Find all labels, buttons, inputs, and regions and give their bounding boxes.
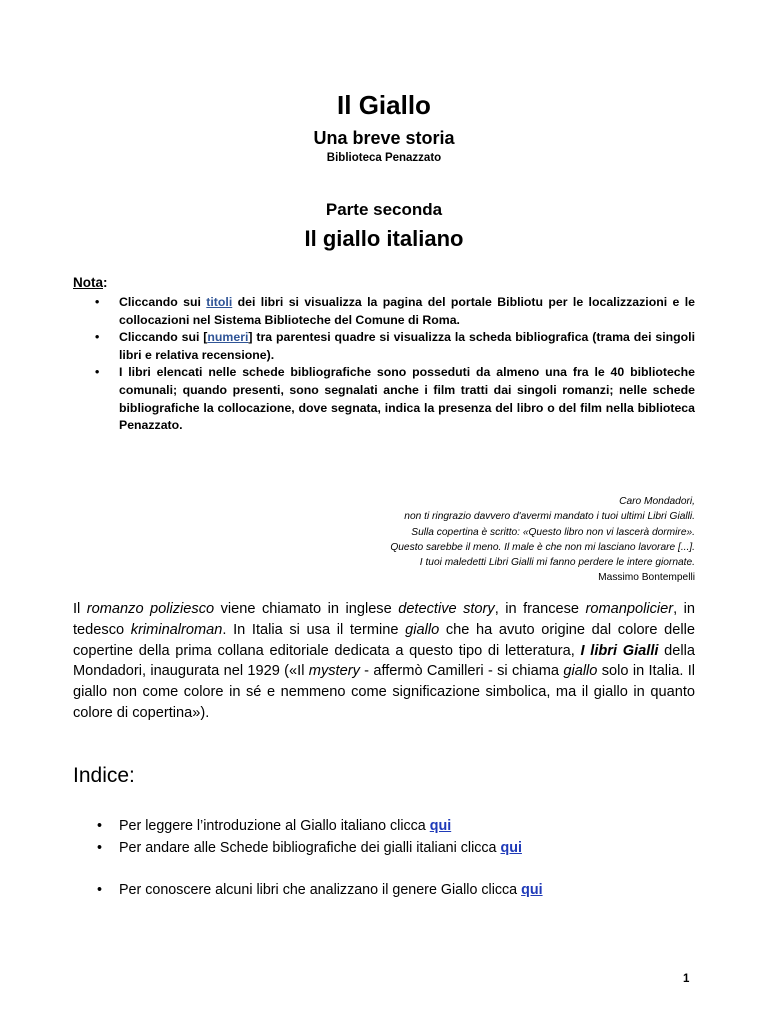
schede-qui-link[interactable]: qui [500, 840, 522, 856]
index-item-schede: • Per andare alle Schede bibliografiche dei gialli italiani clicca qui [73, 837, 695, 859]
titoli-link[interactable]: titoli [206, 295, 233, 309]
part-heading: Parte seconda [325, 200, 443, 219]
epigraph-author: Massimo Bontempelli [598, 572, 695, 584]
epigraph-line: I tuoi maledetti Libri Gialli mi fanno perdere le intere giornate. [419, 557, 695, 569]
nota-item-numeri: • Cliccando sui [numeri] tra parentesi quadre si visualizza la scheda bibliografica (trama dei singoli libri e relativa recensione). [73, 329, 695, 364]
document-subtitle: Una breve storia [313, 128, 455, 148]
index-item-libri-genere: • Per conoscere alcuni libri che analizzano il genere Giallo clicca qui [73, 879, 695, 901]
library-name: Biblioteca Penazzato [326, 152, 442, 164]
epigraph-line: Questo sarebbe il meno. Il male è che non mi lasciano lavorare [...]. [390, 541, 695, 553]
epigraph-line: Caro Mondadori, [619, 496, 695, 507]
genere-qui-link[interactable]: qui [521, 882, 543, 898]
epigraph-line: Sulla copertina è scritto: «Questo libro non vi lascerà dormire». [411, 526, 695, 538]
page-number: 1 [683, 973, 690, 985]
numeri-link[interactable]: numeri [207, 330, 249, 345]
nota-label [73, 275, 108, 290]
index-list [73, 815, 695, 859]
document-title: Il Giallo [337, 90, 431, 120]
introduzione-qui-link[interactable]: qui [429, 818, 452, 834]
intro-paragraph: Il romanzo poliziesco viene chiamato in inglese detective story, in francese romanpolicier, in tedesco kriminalroman. In Italia si usa il termine giallo che ha avuto origine dal colore delle copertine della prima collana editoriale dedicata a questo tipo di letteratura, I libri Gialli della Mondadori, inaugurata nel 1929 («Il mystery - affermò Camilleri - si chiama giallo solo in Italia. Il giallo non come colore in sé e nemmeno come significazione simbolica, ma il giallo in quanto colore di copertina»). [73, 601, 696, 721]
nota-item-biblioteche: • I libri elencati nelle schede bibliografiche sono posseduti da almeno una fra le 40 biblioteche comunali; quando presenti, sono segnalati anche i film tratti dai singoli romanzi; nelle schede bibliografiche la collocazione, dove segnata, indica la presenza del libro o del film nella biblioteca Penazzato. [73, 364, 695, 434]
index-list-secondary [73, 879, 695, 901]
epigraph-quote [275, 494, 695, 586]
nota-colon: : [103, 275, 108, 290]
index-item-introduzione: • Per leggere l’introduzione al Giallo italiano clicca qui [73, 815, 695, 837]
nota-list [73, 294, 695, 435]
epigraph-line: non ti ringrazio davvero d'avermi mandato i tuoi ultimi Libri Gialli. [404, 511, 695, 523]
nota-item-titoli: • Cliccando sui titoli dei libri si visualizza la pagina del portale Bibliotu per le localizzazioni e le collocazioni nel Sistema Biblioteche del Comune di Roma. [73, 294, 695, 329]
index-heading: Indice: [73, 764, 135, 787]
nota-label-text: Nota [73, 275, 103, 290]
section-heading: Il giallo italiano [304, 226, 464, 251]
